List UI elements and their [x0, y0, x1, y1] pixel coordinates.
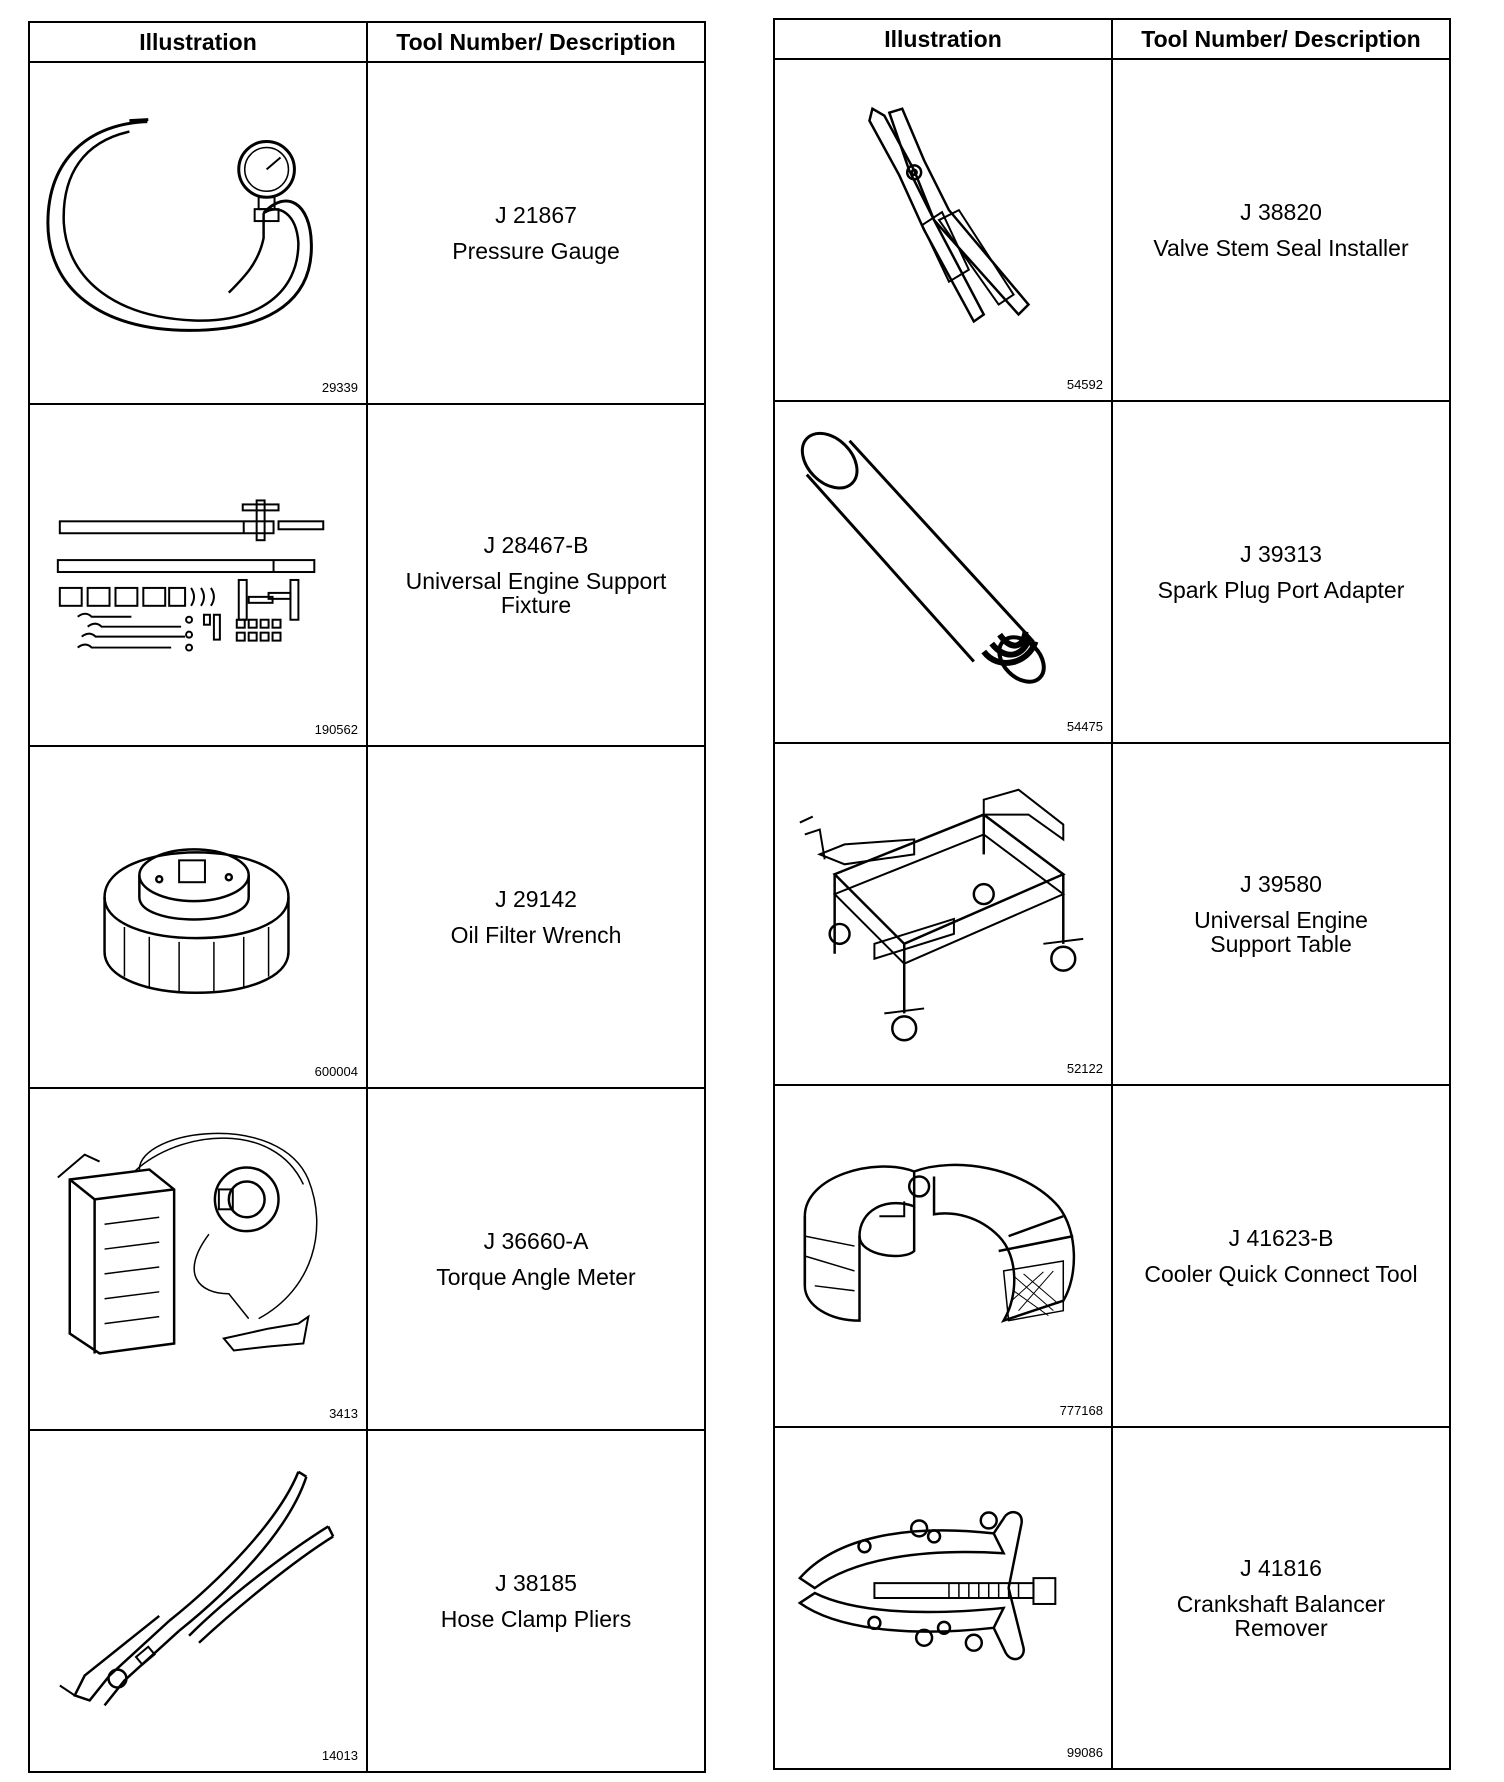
table-row [774, 401, 1450, 743]
description-cell [1112, 1085, 1450, 1427]
torque-angle-meter-icon [30, 1089, 366, 1429]
special-tools-table-right [773, 18, 1451, 1770]
table-row [774, 59, 1450, 401]
illustration-cell [29, 62, 367, 404]
description-cell [367, 404, 705, 746]
tool-number: J 36660-A [483, 1228, 589, 1254]
description-cell [1112, 401, 1450, 743]
table-row [29, 746, 705, 1088]
table-header-row [774, 19, 1450, 59]
description-cell [367, 746, 705, 1088]
tool-name: Valve Stem Seal Installer [1153, 235, 1409, 261]
table-row [29, 404, 705, 746]
special-tools-table-left [28, 21, 706, 1773]
figure-number: 29339 [321, 380, 358, 395]
table-row [774, 743, 1450, 1085]
figure-number: 54592 [1066, 377, 1103, 392]
oil-filter-wrench-icon [30, 747, 366, 1087]
pressure-gauge-icon [30, 63, 366, 403]
tool-name: Universal Engine Support Fixture [405, 568, 667, 618]
illustration-cell [29, 1088, 367, 1430]
illustration-cell [29, 1430, 367, 1772]
figure-number: 190562 [314, 722, 358, 737]
figure-number: 99086 [1066, 1745, 1103, 1760]
table-row [29, 1430, 705, 1772]
figure-number: 14013 [321, 1748, 358, 1763]
table-row [774, 1085, 1450, 1427]
tool-name: Pressure Gauge [452, 238, 620, 264]
spark-plug-port-adapter-icon [775, 402, 1111, 742]
engine-support-table-icon [775, 744, 1111, 1084]
description-cell [367, 1430, 705, 1772]
tool-number: J 29142 [495, 886, 577, 912]
engine-support-fixture-icon [30, 405, 366, 745]
illustration-cell [774, 59, 1112, 401]
illustration-cell [29, 404, 367, 746]
tool-name: Cooler Quick Connect Tool [1144, 1261, 1418, 1287]
description-header: Tool Number/ Description [1112, 19, 1450, 59]
illustration-header: Illustration [774, 19, 1112, 59]
table-row [29, 1088, 705, 1430]
description-cell [367, 62, 705, 404]
tool-number: J 41623-B [1228, 1225, 1334, 1251]
figure-number: 777168 [1059, 1403, 1103, 1418]
tool-number: J 39580 [1240, 871, 1322, 897]
illustration-header: Illustration [29, 22, 367, 62]
tool-number: J 41816 [1240, 1555, 1322, 1581]
illustration-cell [774, 1427, 1112, 1769]
description-cell [1112, 1427, 1450, 1769]
tool-name: Crankshaft Balancer Remover [1176, 1591, 1386, 1641]
illustration-cell [29, 746, 367, 1088]
illustration-cell [774, 1085, 1112, 1427]
crankshaft-balancer-remover-icon [775, 1428, 1111, 1768]
tool-number: J 28467-B [483, 532, 589, 558]
table-header-row [29, 22, 705, 62]
tool-name: Spark Plug Port Adapter [1157, 577, 1405, 603]
illustration-cell [774, 401, 1112, 743]
figure-number: 600004 [314, 1064, 358, 1079]
table-row [29, 62, 705, 404]
tool-name: Torque Angle Meter [436, 1264, 636, 1290]
figure-number: 52122 [1066, 1061, 1103, 1076]
figure-number: 54475 [1066, 719, 1103, 734]
description-cell [367, 1088, 705, 1430]
cooler-quick-connect-tool-icon [775, 1086, 1111, 1426]
illustration-cell [774, 743, 1112, 1085]
tool-number: J 38820 [1240, 199, 1322, 225]
tool-number: J 38185 [495, 1570, 577, 1596]
tool-name: Oil Filter Wrench [450, 922, 622, 948]
description-cell [1112, 59, 1450, 401]
figure-number: 3413 [329, 1406, 358, 1421]
tool-number: J 39313 [1240, 541, 1322, 567]
hose-clamp-pliers-icon [30, 1431, 366, 1771]
tool-number: J 21867 [495, 202, 577, 228]
tool-name: Hose Clamp Pliers [440, 1606, 632, 1632]
description-cell [1112, 743, 1450, 1085]
tool-name: Universal Engine Support Table [1194, 907, 1368, 957]
description-header: Tool Number/ Description [367, 22, 705, 62]
valve-stem-seal-installer-icon [775, 60, 1111, 400]
table-row [774, 1427, 1450, 1769]
